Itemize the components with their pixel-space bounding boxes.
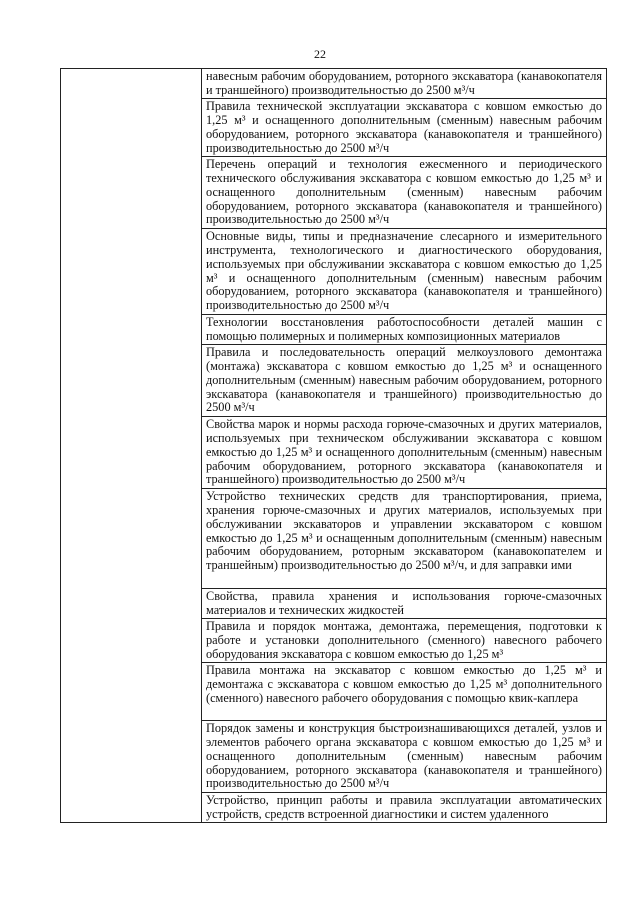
cell-text: Правила и последовательность операций мелкоузлового демонтажа (монтажа) экскаватора с ковшом емкостью до 1,25 м³ и оснащенного дополнительным (сменным) навесным рабочим оборудованием, роторного экскаватора (канавокопателя и траншейного) производительностью до 2500 м³/ч: [206, 344, 602, 415]
table-cell: [202, 588, 607, 618]
cell-text: Перечень операций и технология ежесменного и периодического технического обслуживания экскаватора с ковшом емкостью до 1,25 м³ и оснащенного дополнительным (сменным) навесным рабочим оборудованием, роторного экскаватора (канавокопателя и траншейного) производительностью до 2500 м³/ч: [206, 156, 602, 227]
cell-text: Устройство, принцип работы и правила эксплуатации автоматических устройств, средств встроенной диагностики и систем удаленного: [206, 792, 602, 821]
cell-text: Устройство технических средств для транспортирования, приема, хранения горюче-смазочных и других материалов, используемых при обслуживании экскаваторов и управлении экскаватором с ковшом емкостью до 1,25 м³ и оснащенным дополнительным (сменным) навесным рабочим оборудованием, роторным экскаватором (канавокопателем и траншейным) производительностью до 2500 м³/ч, и для заправки ими: [206, 488, 602, 573]
table-cell: [202, 618, 607, 662]
table-cell: [202, 156, 607, 228]
table-cell: [202, 69, 607, 99]
cell-text: Правила и порядок монтажа, демонтажа, перемещения, подготовки к работе и установки дополнительного (сменного) навесного рабочего оборудования экскаватора с ковшом емкостью до 1,25 м³: [206, 618, 602, 661]
cell-text: Правила технической эксплуатации экскаватора с ковшом емкостью до 1,25 м³ и оснащенного дополнительным (сменным) навесным рабочим оборудованием, роторного экскаватора (канавокопателя и траншейного) производительностью до 2500 м³/ч: [206, 98, 602, 155]
cell-text: Свойства марок и нормы расхода горюче-смазочных и других материалов, используемых при техническом обслуживании экскаватора с ковшом емкостью до 1,25 м³ и оснащенного дополнительным (сменным) навесным рабочим оборудованием, роторного экскаватора (канавокопателя и траншейного) производительностью до 2500 м³/ч: [206, 416, 602, 487]
cell-text: Технологии восстановления работоспособности деталей машин с помощью полимерных и полимерных композиционных материалов: [206, 314, 602, 343]
requirements-table: [60, 68, 607, 823]
label-column-cell: [61, 69, 202, 823]
cell-text: Порядок замены и конструкция быстроизнашивающихся деталей, узлов и элементов рабочего органа экскаватора с ковшом емкостью до 1,25 м³ и оснащенного дополнительным (сменным) навесным рабочим оборудованием, роторного экскаватора (канавокопателя и траншейного) производительностью до 2500 м³/ч: [206, 720, 602, 791]
table-cell: [202, 792, 607, 822]
table-cell: [202, 314, 607, 344]
cell-text: навесным рабочим оборудованием, роторного экскаватора (канавокопателя и траншейного) производительностью до 2500 м³/ч: [206, 69, 602, 97]
table-cell: [202, 344, 607, 416]
table-cell: [202, 98, 607, 156]
table-row: [61, 69, 607, 99]
table-cell: [202, 720, 607, 792]
table-cell: [202, 488, 607, 588]
table-cell: [202, 228, 607, 314]
table-cell: [202, 416, 607, 488]
table-cell: [202, 662, 607, 720]
page-number: 22: [314, 47, 326, 61]
cell-text: Основные виды, типы и предназначение слесарного и измерительного инструмента, технологического и диагностического оборудования, используемых при обслуживании экскаватора с ковшом емкостью до 1,25 м³ и оснащенного дополнительным (сменным) навесным рабочим оборудованием, роторного экскаватора (канавокопателя и траншейного) производительностью до 2500 м³/ч: [206, 228, 602, 313]
cell-text: Правила монтажа на экскаватор с ковшом емкостью до 1,25 м³ и демонтажа с экскаватора с ковшом емкостью до 1,25 м³ дополнительного (сменного) навесного рабочего оборудования с помощью квик-каплера: [206, 662, 602, 705]
cell-text: Свойства, правила хранения и использования горюче-смазочных материалов и технических жидкостей: [206, 588, 602, 617]
